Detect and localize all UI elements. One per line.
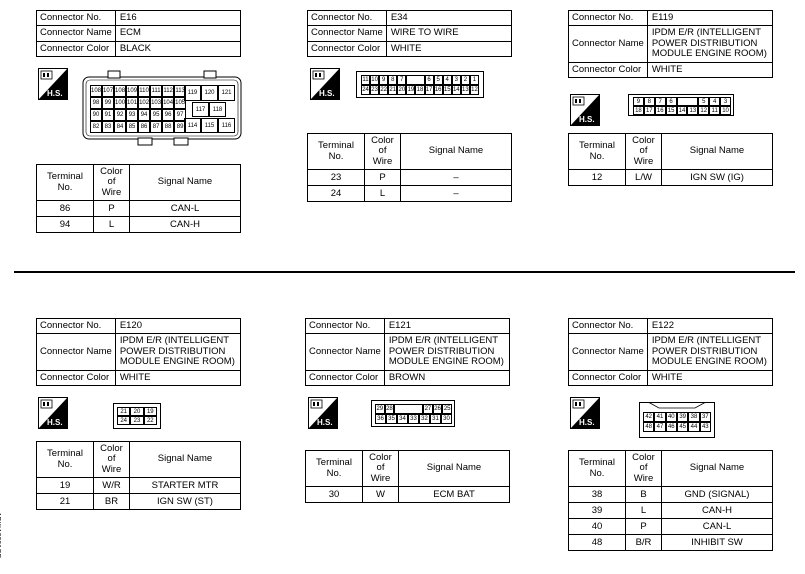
pin: 82 (90, 121, 102, 133)
section-divider (14, 271, 795, 273)
harness-side-icon (38, 68, 68, 100)
table-row: 23 P – (308, 170, 512, 186)
connector-no-value: E16 (115, 11, 240, 26)
pin: 98 (90, 97, 102, 109)
col-color-of-wire: Color of Wire (94, 165, 130, 201)
pin: 83 (102, 121, 114, 133)
table-row: 86 P CAN-L (37, 201, 241, 217)
connector-e119-info: Connector No. E119 Connector Name IPDM E/R (INTELLIGENT POWER DISTRIBUTION MODULE ENGINE ROOM) Connector Color WHITE (568, 10, 773, 78)
table-row: 21 BR IGN SW (ST) (37, 494, 241, 510)
svg-text:H.S.: H.S. (579, 115, 595, 124)
connector-e122-info: Connector No. E122 Connector Name IPDM E/R (INTELLIGENT POWER DISTRIBUTION MODULE ENGINE ROOM) Connector Color WHITE (568, 318, 773, 386)
pin: 90 (90, 109, 102, 121)
connector-e122-face: 42 41 40 39 38 37 48 47 46 45 44 43 (639, 402, 715, 438)
pin: 120 (201, 85, 218, 101)
table-row: 39 L CAN-H (569, 503, 773, 519)
ecm-side-pin-grid-mid (192, 102, 226, 117)
ecm-side-pin-grid-bottom (184, 118, 235, 133)
pin: 114 (184, 118, 201, 133)
svg-text:H.S.: H.S. (319, 89, 335, 98)
pin: 116 (218, 118, 235, 133)
col-terminal-no: Terminal No. (37, 165, 94, 201)
pin: 101 (126, 97, 138, 109)
pin: 108 (90, 85, 102, 97)
pin: 88 (162, 121, 174, 133)
table-row: 94 L CAN-H (37, 217, 241, 233)
label-connector-color: Connector Color (37, 41, 116, 56)
pin: 115 (201, 118, 218, 133)
connector-color-value: BLACK (115, 41, 240, 56)
pin: 109 (126, 85, 138, 97)
label-connector-name: Connector Name (37, 26, 116, 41)
table-row: 30 W ECM BAT (306, 487, 510, 503)
pin: 103 (150, 97, 162, 109)
pin: 112 (162, 85, 174, 97)
connector-e120-signals: Terminal No. Color of Wire Signal Name 19 W/R STARTER MTR 21 BR IGN SW (ST) (36, 441, 241, 510)
pin: 84 (114, 121, 126, 133)
lock-tab (677, 97, 699, 106)
harness-side-icon (570, 397, 600, 429)
harness-side-icon (308, 397, 338, 429)
pin: 102 (138, 97, 150, 109)
connector-e34-signals: Terminal No. Color of Wire Signal Name 23 P – 24 L – (307, 133, 512, 202)
pin: 104 (162, 97, 174, 109)
pin: 108 (114, 85, 126, 97)
table-row: 24 L – (308, 186, 512, 202)
connector-e121-signals: Terminal No. Color of Wire Signal Name 30 W ECM BAT (305, 450, 510, 503)
pin: 87 (150, 121, 162, 133)
pin: 107 (102, 85, 114, 97)
pin: 94 (138, 109, 150, 121)
figure-code (0, 512, 1, 558)
pin: 97 (174, 109, 186, 121)
connector-e122-signals: Terminal No. Color of Wire Signal Name 38 B GND (SIGNAL) 39 L CAN-H 40 P CAN-L 48 B/R INHIBIT SW (568, 450, 773, 551)
pin: 86 (138, 121, 150, 133)
connector-e121-face: 29 28 27 26 25 36 35 34 33 32 31 30 (371, 400, 455, 427)
svg-text:H.S.: H.S. (317, 418, 333, 427)
connector-e16-signals (36, 164, 241, 233)
connector-e121-info: Connector No. E121 Connector Name IPDM E/R (INTELLIGENT POWER DISTRIBUTION MODULE ENGINE ROOM) Connector Color BROWN (305, 318, 510, 386)
pin: 99 (102, 97, 114, 109)
pin: 85 (126, 121, 138, 133)
pin: 95 (150, 109, 162, 121)
connector-e120-info: Connector No. E120 Connector Name IPDM E/R (INTELLIGENT POWER DISTRIBUTION MODULE ENGINE ROOM) Connector Color WHITE (36, 318, 241, 386)
connector-name-value: ECM (115, 26, 240, 41)
pin: 96 (162, 109, 174, 121)
hs-label: H.S. (47, 89, 63, 98)
connector-e34-info: Connector No. E34 Connector Name WIRE TO WIRE Connector Color WHITE (307, 10, 512, 57)
connector-e16-info (36, 10, 241, 57)
connector-e16-face (82, 70, 242, 146)
connector-e120-face: 21 20 19 24 23 22 (113, 403, 161, 429)
pin: 121 (218, 85, 235, 101)
connector-e34-face: 11 10 9 8 7 6 5 4 3 2 1 24 23 22 21 20 19 18 17 16 15 14 13 12 (356, 71, 484, 98)
pin: 91 (102, 109, 114, 121)
svg-text:H.S.: H.S. (579, 418, 595, 427)
connector-e119-face: 9 8 7 6 5 4 3 18 17 16 15 14 13 12 11 10 (628, 94, 734, 116)
harness-side-icon (310, 68, 340, 100)
pin: 105 (174, 97, 186, 109)
harness-side-icon (570, 94, 600, 126)
pin: 100 (114, 97, 126, 109)
table-row: 19 W/R STARTER MTR (37, 478, 241, 494)
lock-tab (394, 404, 423, 414)
svg-text:H.S.: H.S. (47, 418, 63, 427)
label-connector-no: Connector No. (37, 11, 116, 26)
pin: 89 (174, 121, 186, 133)
lock-tab (406, 75, 424, 85)
table-row: 48 B/R INHIBIT SW (569, 535, 773, 551)
pin: 119 (184, 85, 201, 101)
table-row: 40 P CAN-L (569, 519, 773, 535)
pin: 111 (150, 85, 162, 97)
col-signal-name: Signal Name (130, 165, 241, 201)
ecm-main-pin-grid (90, 85, 186, 133)
pin: 92 (114, 109, 126, 121)
harness-side-icon (38, 397, 68, 429)
pin: 117 (192, 102, 209, 117)
table-row: 38 B GND (SIGNAL) (569, 487, 773, 503)
table-row: 12 L/W IGN SW (IG) (569, 170, 773, 186)
pin: 110 (138, 85, 150, 97)
ecm-side-pin-grid-top (184, 85, 235, 101)
connector-e119-signals: Terminal No. Color of Wire Signal Name 12 L/W IGN SW (IG) (568, 133, 773, 186)
pin: 113 (174, 85, 186, 97)
pin: 118 (209, 102, 226, 117)
pin: 93 (126, 109, 138, 121)
